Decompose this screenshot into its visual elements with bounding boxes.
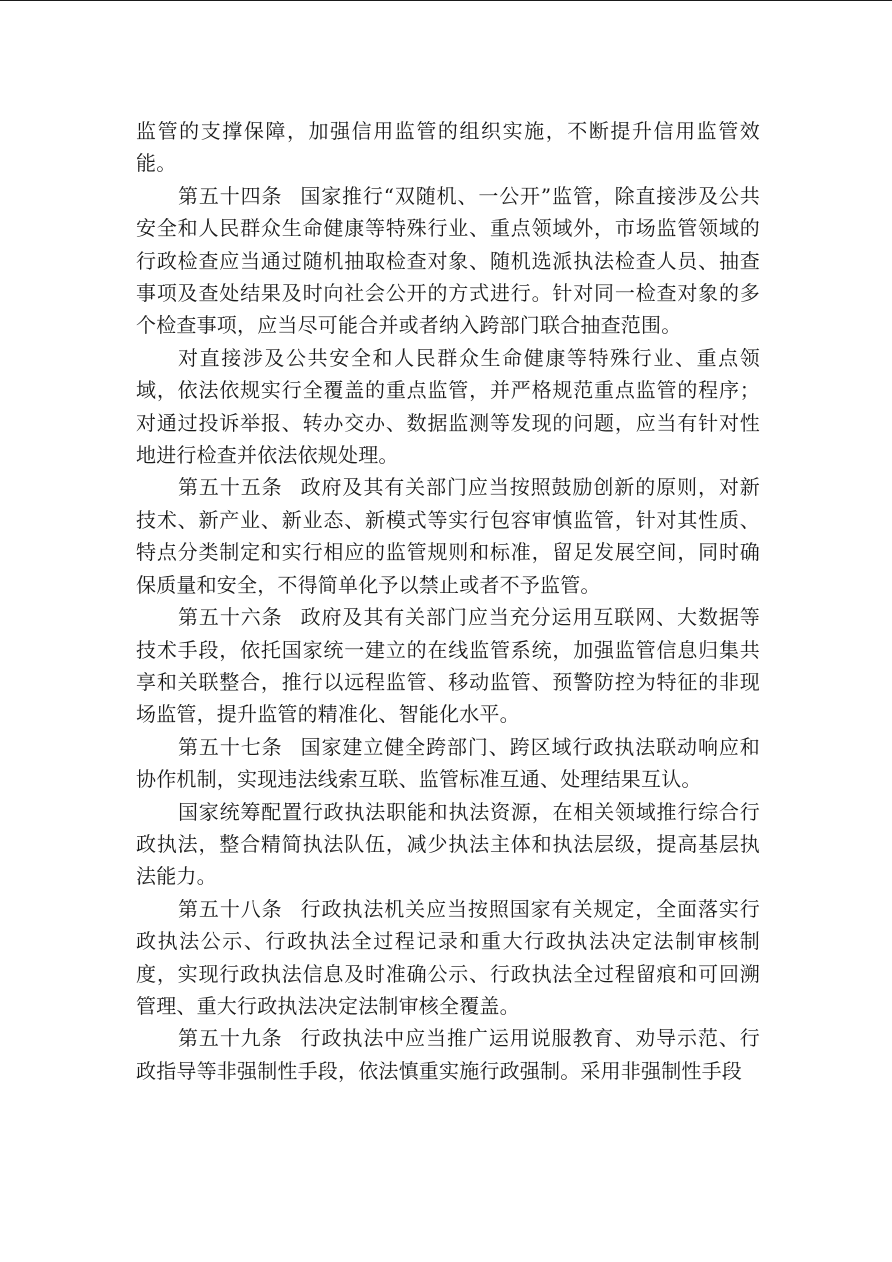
- article-number: 第五十四条: [178, 183, 283, 208]
- article-number: 第五十六条: [178, 605, 283, 630]
- article-number: 第五十八条: [178, 896, 283, 921]
- article-text: 行政执法中应当推广运用说服教育、劝导示范、行政指导等非强制性手段，依法慎重实施行政强制。采用非强制性手段: [136, 1026, 760, 1083]
- paragraph-article-57: [136, 731, 760, 796]
- article-number: 第五十七条: [178, 734, 283, 759]
- paragraph-article-59: [136, 1022, 760, 1087]
- article-number: 第五十五条: [178, 475, 283, 500]
- article-text: 国家建立健全跨部门、跨区域行政执法联动响应和协作机制，实现违法线索互联、监管标准互通、处理结果互认。: [136, 734, 760, 792]
- article-text: 监管的支撑保障，加强信用监管的组织实施，不断提升信用监管效能。: [136, 119, 760, 176]
- paragraph: [136, 342, 760, 472]
- article-number: 第五十九条: [178, 1026, 283, 1051]
- article-text: 对直接涉及公共安全和人民群众生命健康等特殊行业、重点领域，依法依规实行全覆盖的重点监管，并严格规范重点监管的程序；对通过投诉举报、转办交办、数据监测等发现的问题，应当有针对性地进行检查并依法依规处理。: [136, 345, 760, 468]
- article-text: 政府及其有关部门应当充分运用互联网、大数据等技术手段，依托国家统一建立的在线监管系统，加强监管信息归集共享和关联整合，推行以远程监管、移动监管、预警防控为特征的非现场监管，提升监管的精准化、智能化水平。: [136, 605, 760, 727]
- paragraph: [136, 115, 760, 180]
- paragraph-article-58: [136, 893, 760, 1023]
- article-text: 国家推行“双随机、一公开”监管，除直接涉及公共安全和人民群众生命健康等特殊行业、重点领域外，市场监管领域的行政检查应当通过随机抽取检查对象、随机选派执法检查人员、抽查事项及查处结果及时向社会公开的方式进行。针对同一检查对象的多个检查事项，应当尽可能合并或者纳入跨部门联合抽查范围。: [136, 183, 760, 338]
- paragraph: [136, 796, 760, 893]
- document-page: [136, 115, 760, 1087]
- paragraph-article-54: [136, 180, 760, 342]
- article-text: 政府及其有关部门应当按照鼓励创新的原则，对新技术、新产业、新业态、新模式等实行包容审慎监管，针对其性质、特点分类制定和实行相应的监管规则和标准，留足发展空间，同时确保质量和安全，不得简单化予以禁止或者不予监管。: [136, 475, 760, 597]
- article-text: 国家统筹配置行政执法职能和执法资源，在相关领域推行综合行政执法，整合精简执法队伍，减少执法主体和执法层级，提高基层执法能力。: [136, 799, 760, 889]
- paragraph-article-55: [136, 471, 760, 601]
- paragraph-article-56: [136, 601, 760, 731]
- article-text: 行政执法机关应当按照国家有关规定，全面落实行政执法公示、行政执法全过程记录和重大行政执法决定法制审核制度，实现行政执法信息及时准确公示、行政执法全过程留痕和可回溯管理、重大行政执法决定法制审核全覆盖。: [136, 896, 760, 1018]
